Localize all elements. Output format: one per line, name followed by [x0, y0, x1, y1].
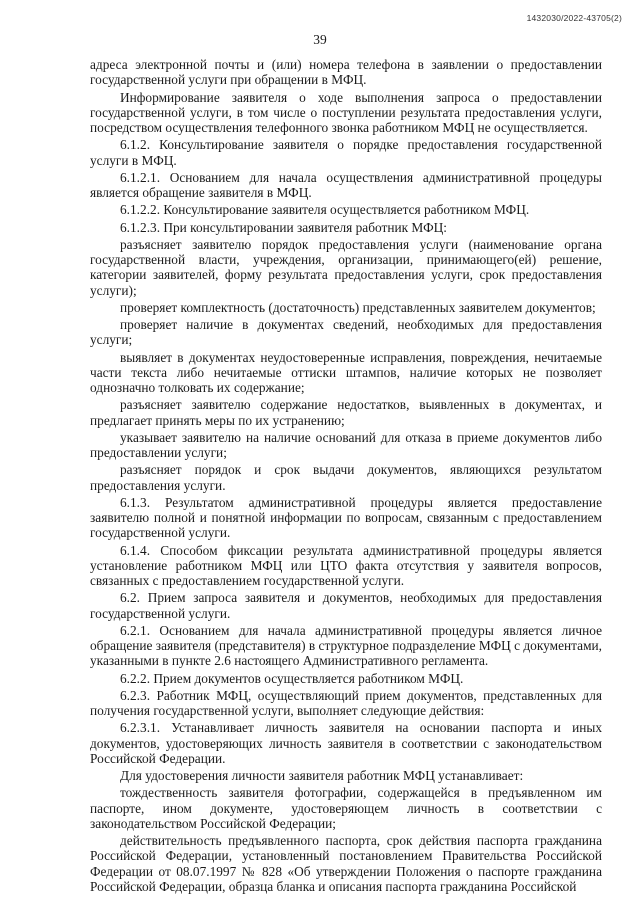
paragraph-17: 6.2.1. Основанием для начала административной процедуры является личное обращение заявителя (представителя) в структурное подразделение МФЦ с документами, указанными в пункте 2.6 настоящего Административного регламента.	[90, 622, 602, 669]
paragraph-12: указывает заявителю на наличие оснований для отказа в приеме документов либо предоставлении услуги;	[90, 429, 602, 460]
paragraph-20: 6.2.3.1. Устанавливает личность заявителя на основании паспорта и иных документов, удостоверяющих личность заявителя в соответствии с законодательством Российской Федерации.	[90, 720, 602, 766]
paragraph-11: разъясняет заявителю содержание недостатков, выявленных в документах, и предлагает принять меры по их устранению;	[90, 397, 602, 428]
paragraph-19: 6.2.3. Работник МФЦ, осуществляющий прием документов, представленных для получения государственной услуги, выполняет следующие действия:	[90, 687, 602, 718]
paragraph-23: действительность предъявленного паспорта, срок действия паспорта гражданина Российской Федерации, установленный постановлением Правительства Российской Федерации от 08.07.1997 № 828 «Об утверждении Положения о паспорте гражданина Российской Федерации, образца бланка и описания паспорта гражданина Российской	[90, 833, 602, 894]
paragraph-7: разъясняет заявителю порядок предоставления услуги (наименование органа государственной власти, учреждения, организации, принимающего(ей) решение, категории заявителей, форму результата предоставления услуги, срок предоставления услуги);	[90, 236, 602, 298]
document-id: 1432030/2022-43705(2)	[526, 13, 622, 23]
paragraph-16: 6.2. Прием запроса заявителя и документов, необходимых для предоставления государственной услуги.	[90, 590, 602, 621]
paragraph-9: проверяет наличие в документах сведений, необходимых для предоставления услуги;	[90, 317, 602, 348]
paragraph-15: 6.1.4. Способом фиксации результата административной процедуры является установление работником МФЦ или ЦТО факта отсутствия у заявителя вопросов, связанных с предоставлением государственной услуги.	[90, 542, 602, 588]
paragraph-14: 6.1.3. Результатом административной процедуры является предоставление заявителю полной и понятной информации по вопросам, связанным с предоставлением государственной услуги.	[90, 494, 602, 541]
paragraph-13: разъясняет порядок и срок выдачи документов, являющихся результатом предоставления услуги.	[90, 462, 602, 493]
document-body	[90, 57, 602, 896]
paragraph-21: Для удостоверения личности заявителя работник МФЦ устанавливает:	[120, 768, 524, 783]
paragraph-10: выявляет в документах неудостоверенные исправления, повреждения, нечитаемые части текста либо нечитаемые оттиски штампов, наличие которых не позволяет однозначно толковать их содержание;	[90, 349, 602, 395]
paragraph-4: 6.1.2.1. Основанием для начала осуществления административной процедуры является обращение заявителя в МФЦ.	[90, 169, 602, 200]
paragraph-1: адреса электронной почты и (или) номера телефона в заявлении о предоставлении государственной услуги при обращении в МФЦ.	[90, 57, 602, 88]
page-number: 39	[313, 32, 327, 47]
paragraph-18: 6.2.2. Прием документов осуществляется работником МФЦ.	[120, 670, 464, 686]
paragraph-8: проверяет комплектность (достаточность) представленных заявителем документов;	[120, 299, 596, 315]
paragraph-3: 6.1.2. Консультирование заявителя о порядке предоставления государственной услуги в МФЦ.	[90, 137, 602, 168]
paragraph-6: 6.1.2.3. При консультировании заявителя работник МФЦ:	[120, 219, 448, 235]
paragraph-5: 6.1.2.2. Консультирование заявителя осуществляется работником МФЦ.	[120, 202, 530, 218]
paragraph-22: тождественность заявителя фотографии, содержащейся в предъявленном им паспорте, ином документе, удостоверяющем личность в соответствии с законодательством Российской Федерации;	[90, 785, 602, 831]
paragraph-2: Информирование заявителя о ходе выполнения запроса о предоставлении государственной услуги, в том числе о поступлении результата предоставления услуги, посредством осуществления телефонного звонка работником МФЦ не осуществляется.	[90, 89, 602, 135]
